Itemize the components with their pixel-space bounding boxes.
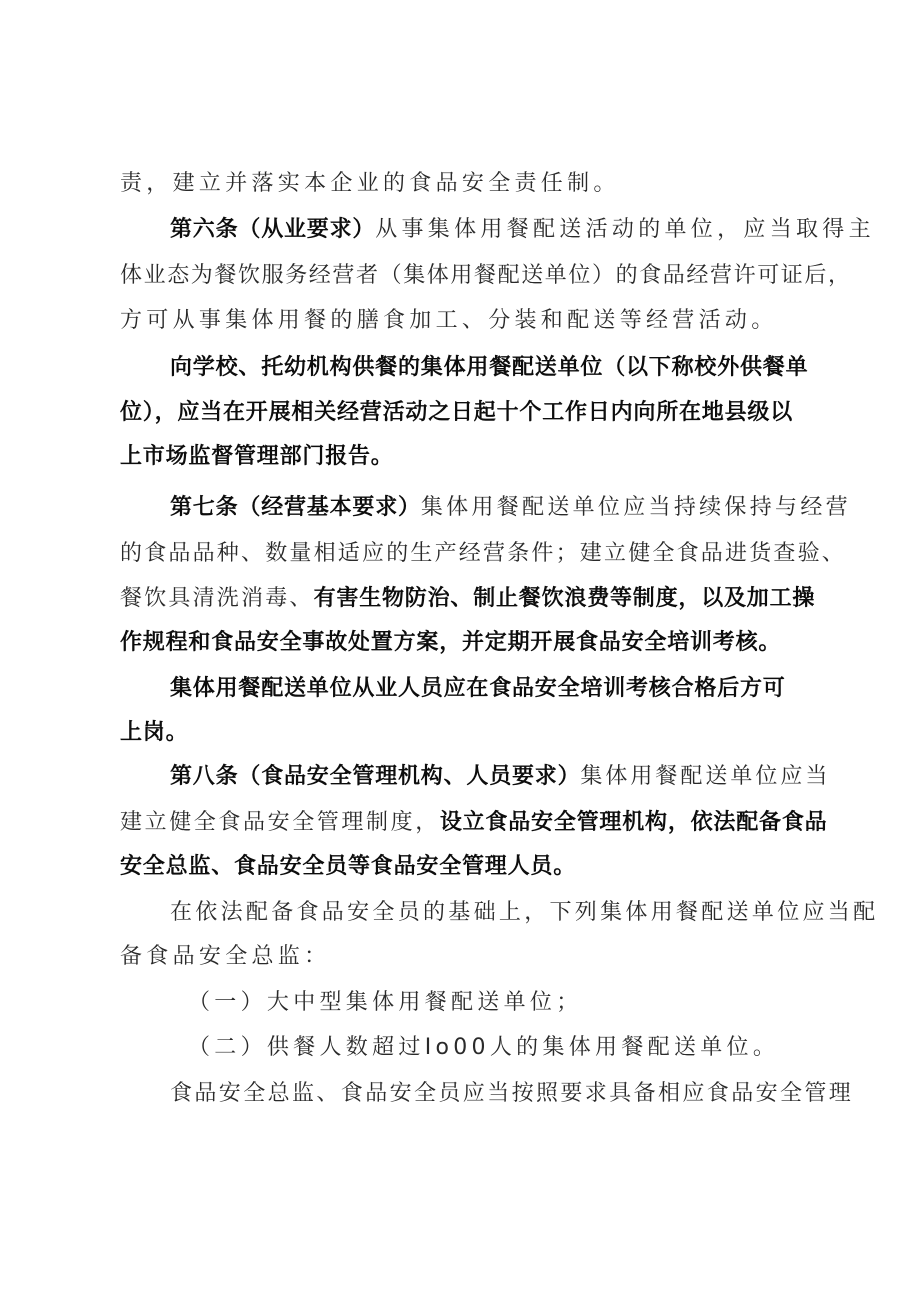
article-heading: 第六条（从业要求）: [170, 217, 376, 242]
text-line: [0, 440, 920, 474]
text-line: [0, 582, 920, 616]
list-item: [0, 986, 920, 1020]
text-line: [0, 396, 920, 430]
text-segment: 集体用餐配送单位应当持续保持与经营: [420, 495, 851, 520]
text-line: [0, 672, 920, 706]
article-7-heading-line: [0, 491, 920, 525]
text-line: [0, 850, 920, 884]
text-segment: 集体用餐配送单位应当: [580, 764, 831, 789]
text-segment: 食品安全总监、食品安全员应当按照要求具备相应食品安全管理: [170, 1081, 854, 1106]
text-segment: 的食品品种、数量相适应的生产经营条件；建立健全食品进货查验、: [120, 541, 847, 566]
text-segment: 备食品安全总监：: [120, 944, 331, 969]
text-line: [0, 304, 920, 338]
text-line: [0, 806, 920, 840]
text-line: [0, 1077, 920, 1111]
text-line: [0, 537, 920, 571]
article-heading: 第八条（食品安全管理机构、人员要求）: [170, 764, 581, 789]
text-segment: 集体用餐配送单位从业人员应在食品安全培训考核合格后方可: [170, 676, 786, 701]
text-segment: 从事集体用餐配送活动的单位，应当取得主: [375, 217, 875, 242]
list-item: [0, 1031, 920, 1065]
text-segment: 向学校、托幼机构供餐的集体用餐配送单位（以下称校外供餐单: [170, 355, 809, 380]
text-segment: 体业态为餐饮服务经营者（集体用餐配送单位）的食品经营许可证后，: [120, 263, 852, 288]
text-line: [0, 626, 920, 660]
text-segment: 方可从事集体用餐的膳食加工、分装和配送等经营活动。: [120, 308, 778, 333]
text-segment: 位），应当在开展相关经营活动之日起十个工作日内向所在地县级以: [120, 400, 794, 425]
text-segment: （二）供餐人数超过Io00人的集体用餐配送单位。: [188, 1035, 780, 1060]
text-segment: 责，建立并落实本企业的食品安全责任制。: [120, 171, 620, 196]
text-line: [0, 896, 920, 930]
text-segment: 上岗。: [120, 720, 189, 745]
text-segment: 安全总监、食品安全员等食品安全管理人员。: [120, 854, 577, 879]
text-line: [0, 716, 920, 750]
text-line: [0, 351, 920, 385]
text-segment: 上市场监督管理部门报告。: [120, 444, 394, 469]
text-segment: 建立健全食品安全管理制度，: [120, 810, 440, 835]
text-segment: 设立食品安全管理机构，依法配备食品: [439, 810, 828, 835]
article-heading: 第七条（经营基本要求）: [170, 495, 421, 520]
article-6-heading-line: [0, 213, 920, 247]
text-segment: 作规程和食品安全事故处置方案，并定期开展食品安全培训考核。: [120, 630, 782, 655]
text-line: [0, 259, 920, 293]
text-segment: （一）大中型集体用餐配送单位；: [188, 990, 583, 1015]
text-segment: 有害生物防治、制止餐饮浪费等制度，以及加工操: [313, 586, 816, 611]
article-8-heading-line: [0, 760, 920, 794]
text-line: [0, 167, 920, 201]
text-line: [0, 940, 920, 974]
text-segment: 餐饮具清洗消毒、: [120, 586, 314, 611]
text-segment: 在依法配备食品安全员的基础上，下列集体用餐配送单位应当配: [170, 900, 879, 925]
